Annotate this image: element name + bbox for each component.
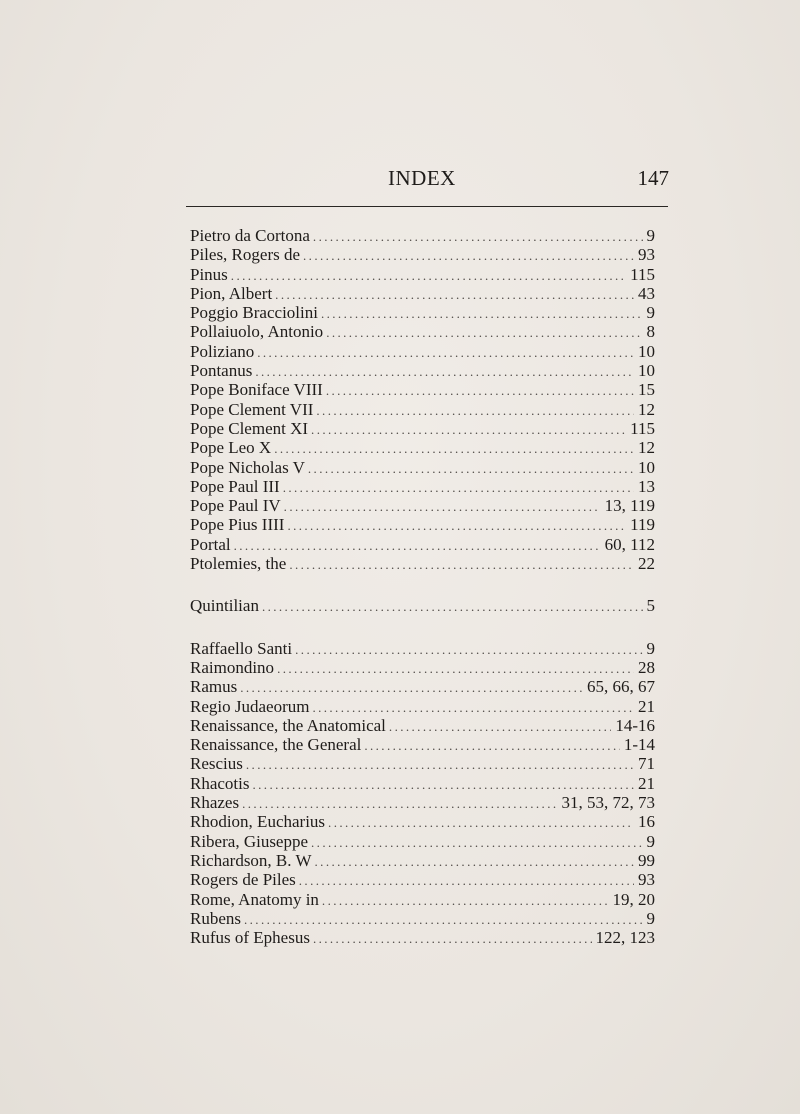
index-term: Pope Boniface VIII xyxy=(190,380,323,400)
index-page-refs: 10 xyxy=(638,457,655,477)
index-entry xyxy=(190,658,655,677)
index-entry xyxy=(190,400,655,419)
dot-leader xyxy=(257,343,634,362)
index-term: Raffaello Santi xyxy=(190,638,293,658)
index-entry xyxy=(190,515,655,534)
index-entry xyxy=(190,928,655,947)
index-term: Rome, Anatomy in xyxy=(190,889,319,909)
index-list xyxy=(190,226,655,970)
index-term: Ribera, Giuseppe xyxy=(190,831,309,851)
index-page-refs: 22 xyxy=(638,554,655,574)
index-entry xyxy=(190,909,655,928)
index-term: Regio Judaeorum xyxy=(190,696,310,716)
dot-leader xyxy=(364,736,619,755)
index-page-refs: 31, 53, 72, 73 xyxy=(561,793,655,813)
index-term: Pope Paul III xyxy=(190,476,280,496)
index-page-refs: 43 xyxy=(638,283,655,303)
index-page-refs: 8 xyxy=(646,322,655,342)
index-page-refs: 1-14 xyxy=(623,735,655,755)
index-page-refs: 122, 123 xyxy=(595,928,655,948)
index-entry xyxy=(190,322,655,341)
index-entry xyxy=(190,303,655,322)
dot-leader xyxy=(234,536,601,555)
dot-leader xyxy=(262,597,643,616)
index-entry xyxy=(190,697,655,716)
index-term: Renaissance, the Anatomical xyxy=(190,715,386,735)
dot-leader xyxy=(326,323,642,342)
index-group xyxy=(190,639,655,948)
index-term: Rogers de Piles xyxy=(190,870,296,890)
index-page-refs: 60, 112 xyxy=(604,534,655,554)
index-page-refs: 99 xyxy=(638,850,655,870)
index-entry xyxy=(190,870,655,889)
index-page-refs: 9 xyxy=(646,831,655,851)
dot-leader xyxy=(311,420,626,439)
index-entry xyxy=(190,890,655,909)
index-page-refs: 71 xyxy=(638,754,655,774)
dot-leader xyxy=(274,439,634,458)
dot-leader xyxy=(328,813,634,832)
index-entry xyxy=(190,284,655,303)
index-term: Poliziano xyxy=(190,341,255,361)
running-head-title: INDEX xyxy=(388,166,456,190)
index-page-refs: 21 xyxy=(638,696,655,716)
dot-leader xyxy=(308,459,634,478)
index-entry xyxy=(190,226,655,245)
index-page-refs: 5 xyxy=(646,596,655,616)
index-page-refs: 9 xyxy=(646,226,655,245)
index-entry xyxy=(190,754,655,773)
index-term: Portal xyxy=(190,534,231,554)
index-term: Rhazes xyxy=(190,793,240,813)
index-entry xyxy=(190,419,655,438)
index-page-refs: 12 xyxy=(638,399,655,419)
dot-leader xyxy=(246,755,634,774)
index-term: Rhacotis xyxy=(190,773,250,793)
index-term: Raimondino xyxy=(190,657,275,677)
index-page-refs: 19, 20 xyxy=(612,889,655,909)
dot-leader xyxy=(289,555,634,574)
index-term: Pope Clement XI xyxy=(190,418,309,438)
index-entry xyxy=(190,554,655,573)
index-term: Quintilian xyxy=(190,596,259,616)
index-term: Rescius xyxy=(190,754,243,774)
dot-leader xyxy=(326,381,634,400)
index-page-refs: 115 xyxy=(630,264,655,284)
page-header xyxy=(0,166,800,192)
index-entry xyxy=(190,342,655,361)
dot-leader xyxy=(275,285,634,304)
dot-leader xyxy=(311,833,642,852)
index-term: Renaissance, the General xyxy=(190,735,362,755)
dot-leader xyxy=(277,659,634,678)
dot-leader xyxy=(313,929,592,948)
dot-leader xyxy=(231,266,626,285)
index-term: Pontanus xyxy=(190,361,253,381)
index-entry xyxy=(190,639,655,658)
index-term: Piles, Rogers de xyxy=(190,245,301,265)
index-entry xyxy=(190,245,655,264)
dot-leader xyxy=(312,698,634,717)
index-entry xyxy=(190,496,655,515)
dot-leader xyxy=(284,497,601,516)
index-entry xyxy=(190,774,655,793)
dot-leader xyxy=(255,362,634,381)
index-entry xyxy=(190,793,655,812)
index-term: Rhodion, Eucharius xyxy=(190,812,326,832)
index-page-refs: 13, 119 xyxy=(604,496,655,516)
index-term: Poggio Bracciolini xyxy=(190,303,318,323)
index-page-refs: 10 xyxy=(638,361,655,381)
index-page-refs: 9 xyxy=(646,638,655,658)
page-number: 147 xyxy=(637,166,669,190)
dot-leader xyxy=(303,246,634,265)
index-entry xyxy=(190,361,655,380)
index-page-refs: 28 xyxy=(638,657,655,677)
index-term: Pope Pius IIII xyxy=(190,515,285,535)
index-entry xyxy=(190,265,655,284)
header-rule xyxy=(186,206,668,207)
dot-leader xyxy=(295,640,642,659)
dot-leader xyxy=(313,227,643,246)
index-page-refs: 16 xyxy=(638,812,655,832)
index-entry xyxy=(190,812,655,831)
index-page-refs: 9 xyxy=(646,303,655,323)
index-entry xyxy=(190,735,655,754)
index-term: Rubens xyxy=(190,908,241,928)
dot-leader xyxy=(389,717,611,736)
index-term: Richardson, B. W xyxy=(190,850,312,870)
index-entry xyxy=(190,832,655,851)
index-page-refs: 13 xyxy=(638,476,655,496)
dot-leader xyxy=(240,678,583,697)
dot-leader xyxy=(322,891,609,910)
dot-leader xyxy=(287,516,626,535)
index-page-refs: 10 xyxy=(638,341,655,361)
index-term: Pinus xyxy=(190,264,228,284)
dot-leader xyxy=(283,478,634,497)
dot-leader xyxy=(316,401,634,420)
index-page-refs: 65, 66, 67 xyxy=(587,677,655,697)
index-page-refs: 12 xyxy=(638,438,655,458)
index-term: Pollaiuolo, Antonio xyxy=(190,322,324,342)
index-term: Pope Clement VII xyxy=(190,399,314,419)
index-term: Rufus of Ephesus xyxy=(190,928,310,948)
dot-leader xyxy=(242,794,557,813)
index-page-refs: 9 xyxy=(646,908,655,928)
index-term: Pope Nicholas V xyxy=(190,457,305,477)
index-page-refs: 115 xyxy=(630,418,655,438)
dot-leader xyxy=(315,852,634,871)
index-term: Pietro da Cortona xyxy=(190,226,310,245)
dot-leader xyxy=(244,910,643,929)
index-page-refs: 21 xyxy=(638,773,655,793)
index-term: Ptolemies, the xyxy=(190,554,287,574)
index-entry xyxy=(190,851,655,870)
index-entry xyxy=(190,596,655,615)
index-page-refs: 93 xyxy=(638,870,655,890)
index-entry xyxy=(190,458,655,477)
index-entry xyxy=(190,477,655,496)
dot-leader xyxy=(321,304,643,323)
index-page-refs: 119 xyxy=(630,515,655,535)
index-entry xyxy=(190,438,655,457)
index-term: Pion, Albert xyxy=(190,283,273,303)
index-term: Pope Leo X xyxy=(190,438,272,458)
index-entry xyxy=(190,677,655,696)
index-entry xyxy=(190,716,655,735)
dot-leader xyxy=(253,775,635,794)
index-entry xyxy=(190,535,655,554)
index-group xyxy=(190,596,655,615)
index-term: Ramus xyxy=(190,677,238,697)
dot-leader xyxy=(299,871,634,890)
index-term: Pope Paul IV xyxy=(190,496,281,516)
index-entry xyxy=(190,380,655,399)
index-group xyxy=(190,226,655,573)
index-page-refs: 93 xyxy=(638,245,655,265)
index-page-refs: 14-16 xyxy=(615,715,655,735)
index-page-refs: 15 xyxy=(638,380,655,400)
